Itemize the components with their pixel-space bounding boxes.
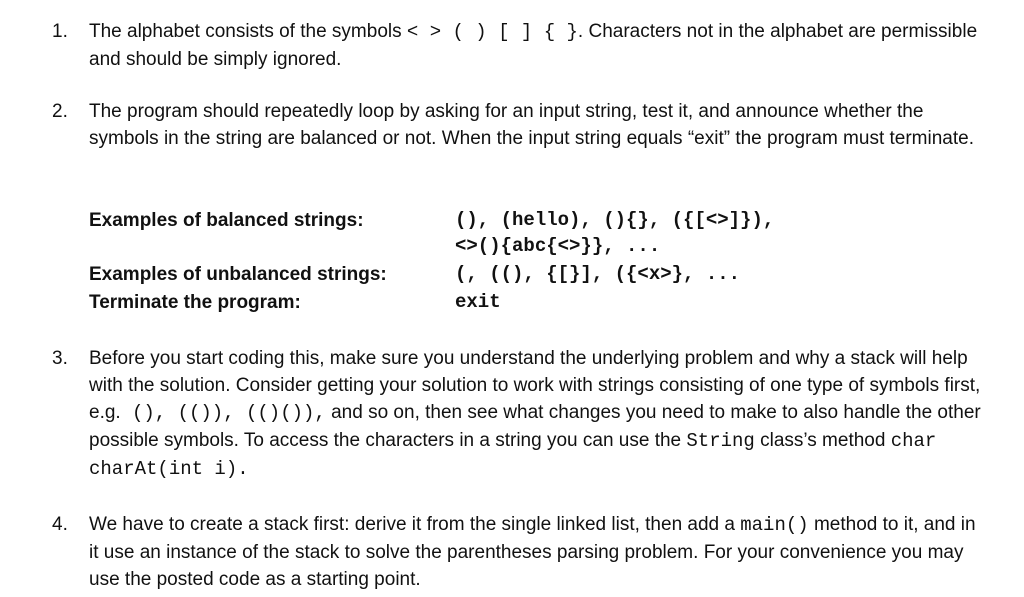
terminate-label: Terminate the program: (89, 292, 301, 313)
item-2-text: The program should repeatedly loop by asking for an input string, test it, and announce whether the symbols in the string are balanced or not. When the input string equals “exit” the program must terminate. (89, 101, 974, 149)
balanced-line-1: (), (hello), (){}, ({[<>]}), (455, 209, 775, 231)
item-3-code-examples: (), (()), (()()), (131, 402, 326, 424)
item-3-code-string: String (686, 430, 755, 452)
unbalanced-value: (, ((), {[}], ({<x>}, ... (455, 263, 741, 285)
item-3-text-b: and so on, then see what changes you need to make to also handle the other possible symbols. To access the characters in a string you can use the (89, 402, 981, 451)
item-3-text-c: class’s method (760, 430, 886, 451)
item-4-number: 4. (52, 514, 68, 535)
item-1-number: 1. (52, 21, 68, 42)
item-1-text-a: The alphabet consists of the symbols (89, 21, 402, 42)
item-1-text-b: . Characters not in the alphabet are permissible and should be simply ignored. (89, 21, 978, 70)
terminate-value: exit (455, 291, 501, 313)
item-3-text (89, 345, 989, 483)
item-2-number: 2. (52, 101, 68, 122)
item-3-text-a: Before you start coding this, make sure you understand the underlying problem and why a stack will help with the solution. Consider getting your solution to work with strings consisting of one type of symbols first, e.g. (89, 348, 981, 423)
item-4-text-b: method to it, and in it use an instance of the stack to solve the parentheses parsing problem. For your convenience you may use the posted code as a starting point. (89, 514, 976, 590)
item-3-code-charat: char charAt(int i). (89, 430, 937, 480)
item-4-text (89, 511, 989, 593)
item-3-number: 3. (52, 348, 68, 369)
unbalanced-label: Examples of unbalanced strings: (89, 264, 387, 285)
balanced-label: Examples of balanced strings: (89, 210, 364, 231)
item-4-code-main: main() (740, 514, 809, 536)
balanced-line-2: <>(){abc{<>}}, ... (455, 235, 661, 257)
item-1-text (89, 18, 989, 73)
item-4-text-a: We have to create a stack first: derive it from the single linked list, then add a (89, 514, 735, 535)
item-1-symbols: < > ( ) [ ] { } (406, 21, 578, 43)
